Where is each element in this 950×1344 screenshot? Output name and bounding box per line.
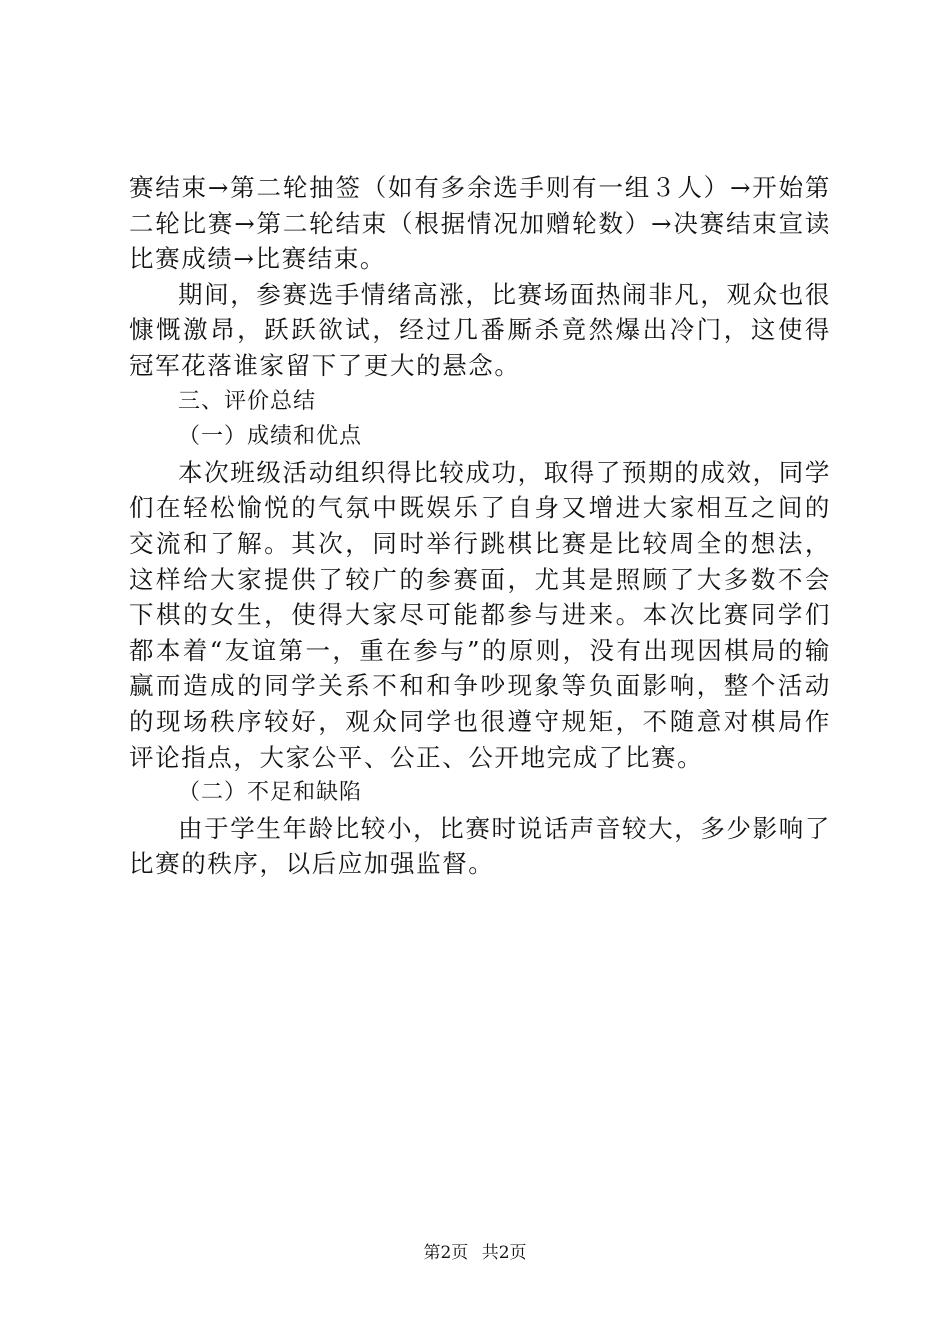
paragraph-achievements: 本次班级活动组织得比较成功，取得了预期的成效，同学们在轻松愉悦的气氛中既娱乐了自身又增进大家相互之间的交流和了解。其次，同时举行跳棋比赛是比较周全的想法，这样给大家提供了较广的参赛面，尤其是照顾了大多数不会下棋的女生，使得大家尽可能都参与进来。本次比赛同学们都本着“友谊第一，重在参与”的原则，没有出现因棋局的输赢而造成的同学关系不和和争吵现象等负面影响，整个活动的现场秩序较好，观众同学也很遵守规矩，不随意对棋局作评论指点，大家公平、公正、公开地完成了比赛。 (129, 457, 831, 772)
paragraph-shortcomings: 由于学生年龄比较小，比赛时说话声音较大，多少影响了比赛的秩序，以后应加强监督。 (129, 813, 831, 879)
page-total: 共2页 (481, 1243, 527, 1263)
subheading-shortcomings: （二）不足和缺陷 (178, 780, 363, 806)
document-body (129, 170, 831, 882)
page-number: 第2页 (423, 1243, 469, 1263)
paragraph-process-flow: 赛结束→第二轮抽签（如有多余选手则有一组３人）→开始第二轮比赛→第二轮结束（根据情况加赠轮数）→决赛结束宣读比赛成绩→比赛结束。 (129, 173, 831, 274)
section-heading-evaluation: 三、评价总结 (178, 388, 317, 414)
paragraph-atmosphere: 期间，参赛选手情绪高涨，比赛场面热闹非凡，观众也很慷慨激昂，跃跃欲试，经过几番厮杀竟然爆出冷门，这使得冠军花落谁家留下了更大的悬念。 (129, 279, 831, 380)
page-footer (0, 1241, 950, 1265)
subheading-achievements: （一）成绩和优点 (178, 424, 363, 450)
